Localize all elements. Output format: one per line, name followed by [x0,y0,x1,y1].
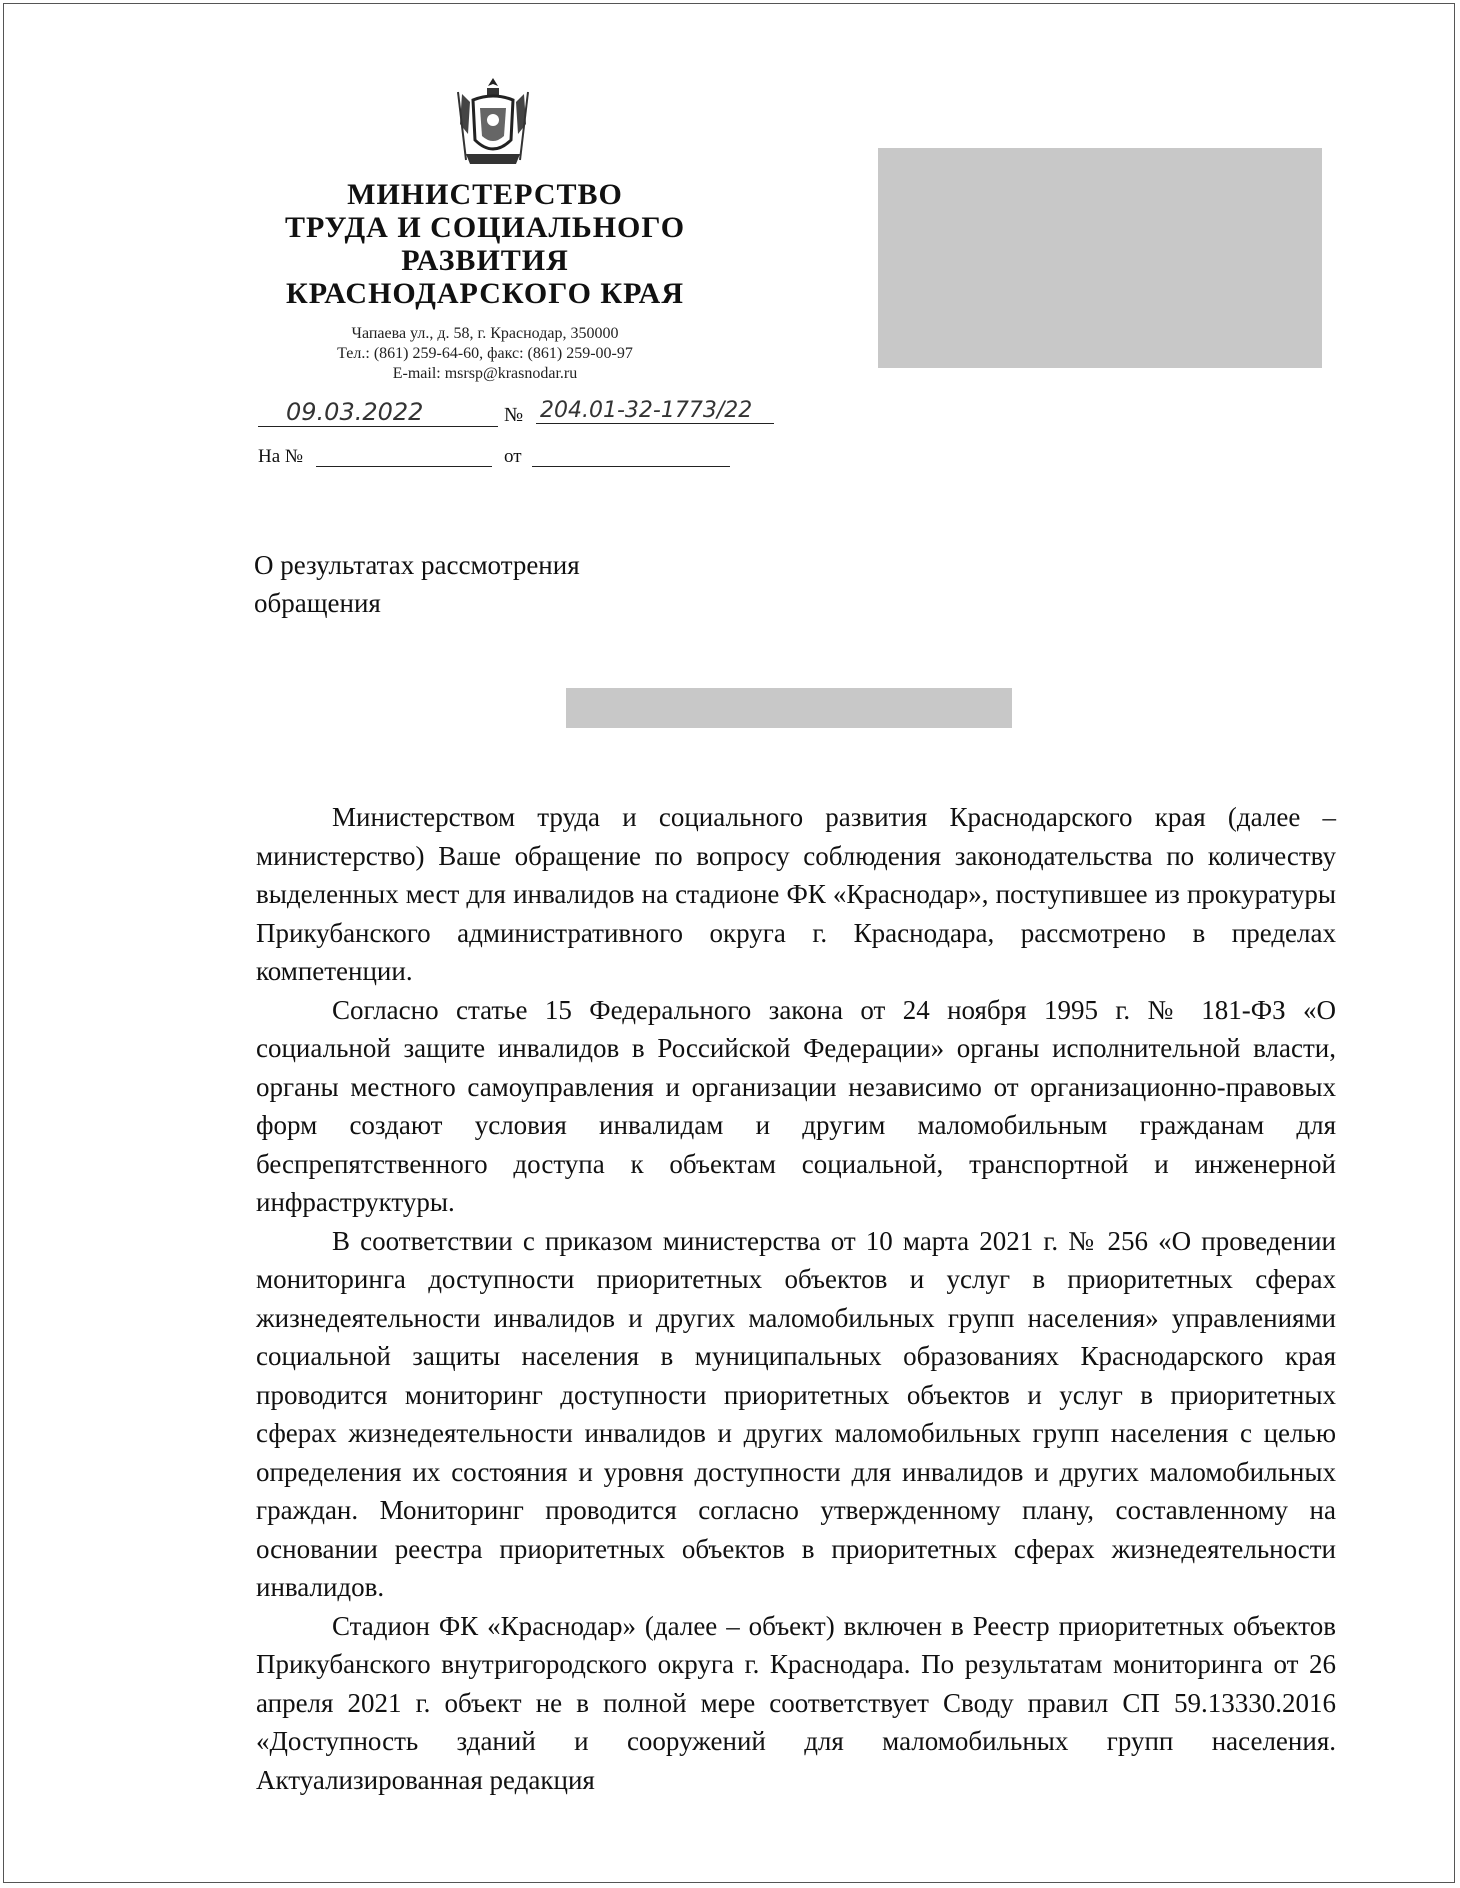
phone: Тел.: (861) 259-64-60, факс: (861) 259-00-97 [337,345,633,362]
subject-line: О результатах рассмотрения [254,550,580,580]
org-line: ТРУДА И СОЦИАЛЬНОГО [284,211,686,244]
document-number: 204.01-32-1773/22 [536,398,774,424]
reference-number-blank [316,466,492,467]
number-label: № [504,404,524,426]
reference-number-label: На № [258,446,304,467]
body-paragraph: Министерством труда и социального развития Краснодарского края (далее – министерство) Ваше обращение по вопросу соблюдения законодательства по количеству выделенных мест для инвалидов на стадионе ФК «Краснодар», поступившее из прокуратуры Прикубанского административного округа г. Краснодара, рассмотрено в пределах компетенции. [256,802,1336,986]
document-date: 09.03.2022 [258,398,498,427]
ministry-name [250,178,720,310]
body-paragraph: В соответствии с приказом министерства от 10 марта 2021 г. № 256 «О проведении мониторинга доступности приоритетных объектов и услуг в приоритетных сферах жизнедеятельности инвалидов и других маломобильных групп населения» управлениями социальной защиты населения в муниципальных образованиях Краснодарского края проводится мониторинг доступности приоритетных объектов и услуг в приоритетных сферах жизнедеятельности инвалидов и других маломобильных групп населения с целью определения их состояния и уровня доступности для инвалидов и других маломобильных граждан. Мониторинг проводится согласно утвержденному плану, составленному на основании реестра приоритетных объектов в приоритетных сферах жизнедеятельности инвалидов. [256,1225,1336,1602]
org-line: КРАСНОДАРСКОГО КРАЯ [286,277,684,310]
reference-date-label: от [504,446,522,467]
body-paragraph: Стадион ФК «Краснодар» (далее – объект) включен в Реестр приоритетных объектов Прикубанского внутригородского округа г. Краснодара. По результатам мониторинга от 26 апреля 2021 г. объект не в полной мере соответствует Своду правил СП 59.13330.2016 «Доступность зданий и сооружений для маломобильных групп населения. Актуализированная редакция [256,1610,1336,1795]
body-paragraph: Согласно статье 15 Федерального закона от 24 ноября 1995 г. № 181-ФЗ «О социальной защите инвалидов в Российской Федерации» органы исполнительной власти, органы местного самоуправления и организации независимо от организационно-правовых форм создают условия инвалидам и другим маломобильным гражданам для беспрепятственного доступа к объектам социальной, транспортной и инженерной инфраструктуры. [256,994,1336,1217]
subject-line: обращения [254,588,381,618]
org-line: РАЗВИТИЯ [401,244,569,277]
reference-date-blank [532,466,730,467]
coat-of-arms-icon [448,74,538,170]
letter-body [256,798,1336,1799]
address: Чапаева ул., д. 58, г. Краснодар, 350000 [351,325,619,342]
org-line: МИНИСТЕРСТВО [347,178,623,211]
redacted-salutation [566,688,1012,728]
contacts-block [250,324,720,384]
redacted-recipient-address [878,148,1322,368]
email: E-mail: msrsp@krasnodar.ru [392,365,578,382]
registration-line [258,398,778,432]
reference-line [258,446,738,472]
letter-subject [254,546,754,622]
